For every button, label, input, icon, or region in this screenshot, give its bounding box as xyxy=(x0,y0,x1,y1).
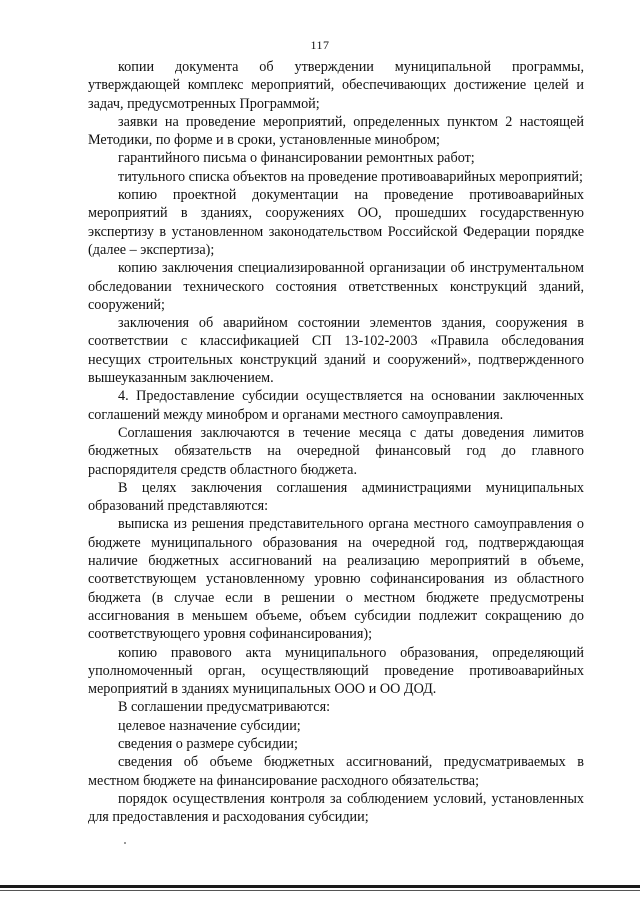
document-body xyxy=(88,58,584,826)
paragraph: Соглашения заключаются в течение месяца с даты доведения лимитов бюджетных обязательств на очередной финансовый год до главного распорядителя средств областного бюджета. xyxy=(88,424,584,478)
paragraph: копию проектной документации на проведение противоаварийных мероприятий в зданиях, сооружениях ОО, прошедших государственную экспертизу в установленном законодательством Российской Федерации порядке (далее – экспертиза); xyxy=(88,187,584,258)
bottom-border xyxy=(0,885,640,888)
paragraph: порядок осуществления контроля за соблюдением условий, установленных для предоставления и расходования субсидии; xyxy=(88,790,584,826)
bottom-border-thin xyxy=(0,890,640,891)
paragraph: гарантийного письма о финансировании ремонтных работ; xyxy=(118,150,475,167)
paragraph: заявки на проведение мероприятий, определенных пунктом 2 настоящей Методики, по форме и в сроки, установленные минобром; xyxy=(88,113,584,149)
scan-speck xyxy=(124,842,126,844)
paragraph: титульного списка объектов на проведение противоаварийных мероприятий; xyxy=(118,168,583,185)
paragraph: В соглашении предусматриваются: xyxy=(118,699,331,716)
paragraph: 4. Предоставление субсидии осуществляется на основании заключенных соглашений между минобром и органами местного самоуправления. xyxy=(88,388,584,423)
paragraph: сведения о размере субсидии; xyxy=(118,735,298,752)
paragraph: копии документа об утверждении муниципальной программы, утверждающей комплекс мероприятий, обеспечивающих достижение целей и задач, предусмотренных Программой; xyxy=(88,59,584,112)
paragraph: выписка из решения представительного органа местного самоуправления о бюджете муниципального образования на очередной год, подтверждающая наличие бюджетных ассигнований на реализацию мероприятий в объеме, соответствующем установленному уровню софинансирования из областного бюджета (в случае если в решении о местном бюджете предусмотрены ассигнования в меньшем объеме, объем субсидии подлежит сокращению до соответствующего уровня софинансирования); xyxy=(88,516,584,643)
paragraph: копию заключения специализированной организации об инструментальном обследовании технического состояния ответственных конструкций зданий, сооружений; xyxy=(88,260,584,313)
paragraph: заключения об аварийном состоянии элементов здания, сооружения в соответствии с классификацией СП 13-102-2003 «Правила обследования несущих строительных конструкций зданий и сооружений», подтвержденного вышеуказанным заключением. xyxy=(88,315,584,387)
paragraph: В целях заключения соглашения администрациями муниципальных образований представляются: xyxy=(88,479,584,515)
page-number: 117 xyxy=(310,38,330,52)
paragraph: сведения об объеме бюджетных ассигнований, предусматриваемых в местном бюджете на финансирование расходного обязательства; xyxy=(88,754,584,789)
paragraph: копию правового акта муниципального образования, определяющий уполномоченный орган, осуществляющий проведение противоаварийных мероприятий в зданиях муниципальных ООО и ОО ДОД. xyxy=(88,644,584,698)
paragraph: целевое назначение субсидии; xyxy=(118,717,301,734)
